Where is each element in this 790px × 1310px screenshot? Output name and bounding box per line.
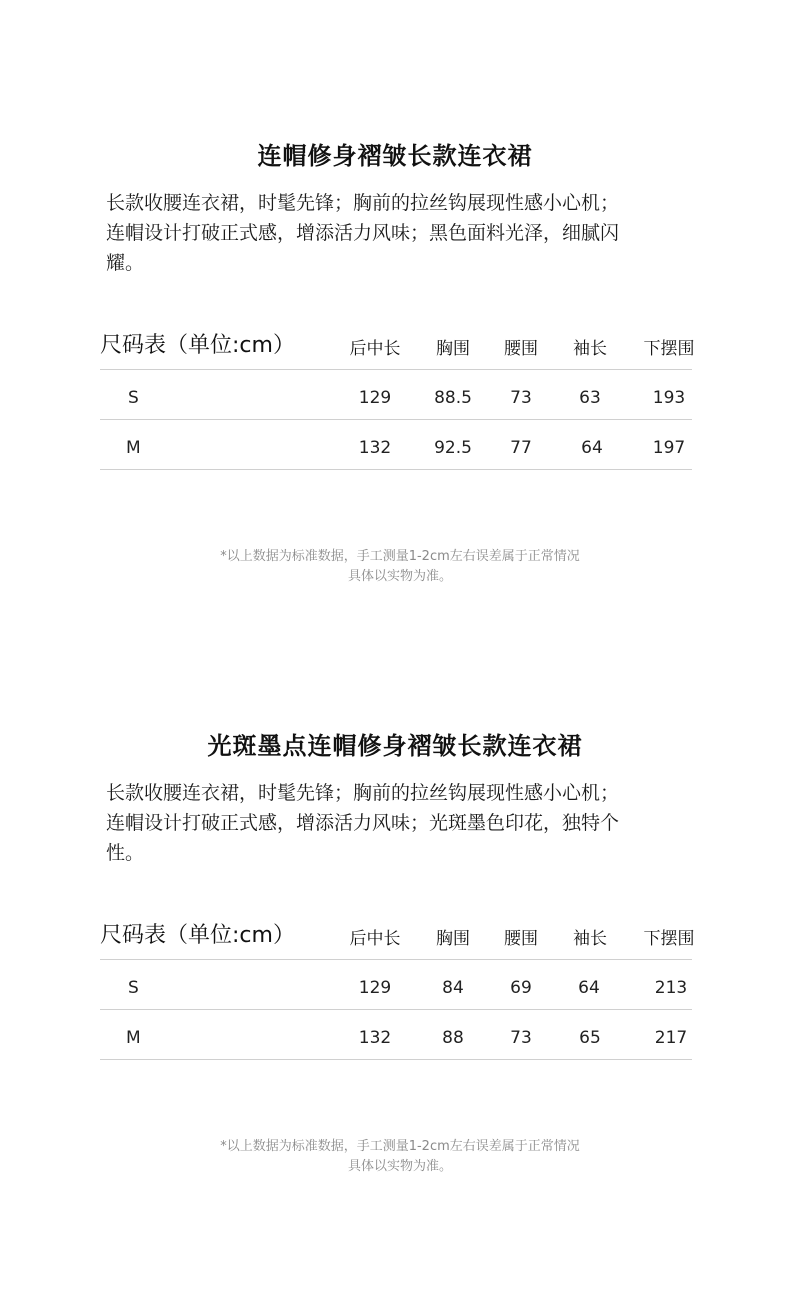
size-table-label: 尺码表（单位:cm） — [100, 923, 295, 948]
measurement-note — [0, 547, 790, 587]
description-line: 性。 — [106, 842, 145, 864]
size-name: M — [126, 1028, 141, 1048]
note-line: *以上数据为标准数据，手工测量1-2cm左右误差属于正常情况 — [220, 549, 580, 564]
table-cell: 88.5 — [434, 388, 472, 408]
description-line: 长款收腰连衣裙，时髦先锋；胸前的拉丝钩展现性感小心机； — [106, 192, 620, 214]
column-header: 胸围 — [436, 339, 470, 359]
column-header: 袖长 — [573, 929, 607, 949]
table-cell: 73 — [510, 388, 532, 408]
product-title: 光斑墨点连帽修身褶皱长款连衣裙 — [207, 732, 583, 760]
description-line: 耀。 — [106, 252, 145, 274]
table-divider — [100, 369, 692, 370]
table-cell: 193 — [652, 388, 686, 408]
table-cell: 65 — [579, 1028, 601, 1048]
product-description — [106, 188, 696, 278]
measurement-note — [0, 1137, 790, 1177]
product-title: 连帽修身褶皱长款连衣裙 — [257, 142, 533, 170]
table-cell: 129 — [358, 978, 392, 998]
size-name: S — [128, 978, 139, 998]
table-cell: 213 — [654, 978, 688, 998]
description-line: 连帽设计打破正式感，增添活力风味；黑色面料光泽，细腻闪 — [106, 222, 620, 244]
table-cell: 132 — [358, 438, 392, 458]
table-cell: 64 — [581, 438, 603, 458]
table-cell: 88 — [442, 1028, 464, 1048]
size-name: M — [126, 438, 141, 458]
table-divider — [100, 1059, 692, 1060]
product-section-2 — [0, 590, 790, 1210]
table-cell: 217 — [654, 1028, 688, 1048]
table-cell: 69 — [510, 978, 532, 998]
table-cell: 64 — [578, 978, 600, 998]
column-header: 下摆围 — [643, 929, 695, 949]
table-divider — [100, 469, 692, 470]
column-header: 后中长 — [349, 339, 401, 359]
size-name: S — [128, 388, 139, 408]
table-cell: 129 — [358, 388, 392, 408]
table-cell: 63 — [579, 388, 601, 408]
table-cell: 84 — [442, 978, 464, 998]
table-divider — [100, 419, 692, 420]
column-header: 胸围 — [436, 929, 470, 949]
table-divider — [100, 1009, 692, 1010]
column-header: 袖长 — [573, 339, 607, 359]
table-cell: 77 — [510, 438, 532, 458]
table-cell: 92.5 — [434, 438, 472, 458]
column-header: 腰围 — [504, 929, 538, 949]
product-description — [106, 778, 696, 868]
description-line: 连帽设计打破正式感，增添活力风味；光斑墨色印花，独特个 — [106, 812, 620, 834]
table-cell: 73 — [510, 1028, 532, 1048]
note-line: 具体以实物为准。 — [347, 569, 452, 584]
product-section-1 — [0, 0, 790, 620]
size-table-label: 尺码表（单位:cm） — [100, 333, 295, 358]
column-header: 后中长 — [349, 929, 401, 949]
column-header: 下摆围 — [643, 339, 695, 359]
note-line: 具体以实物为准。 — [347, 1159, 452, 1174]
column-header: 腰围 — [504, 339, 538, 359]
table-cell: 132 — [358, 1028, 392, 1048]
table-cell: 197 — [652, 438, 686, 458]
note-line: *以上数据为标准数据，手工测量1-2cm左右误差属于正常情况 — [220, 1139, 580, 1154]
description-line: 长款收腰连衣裙，时髦先锋；胸前的拉丝钩展现性感小心机； — [106, 782, 620, 804]
table-divider — [100, 959, 692, 960]
